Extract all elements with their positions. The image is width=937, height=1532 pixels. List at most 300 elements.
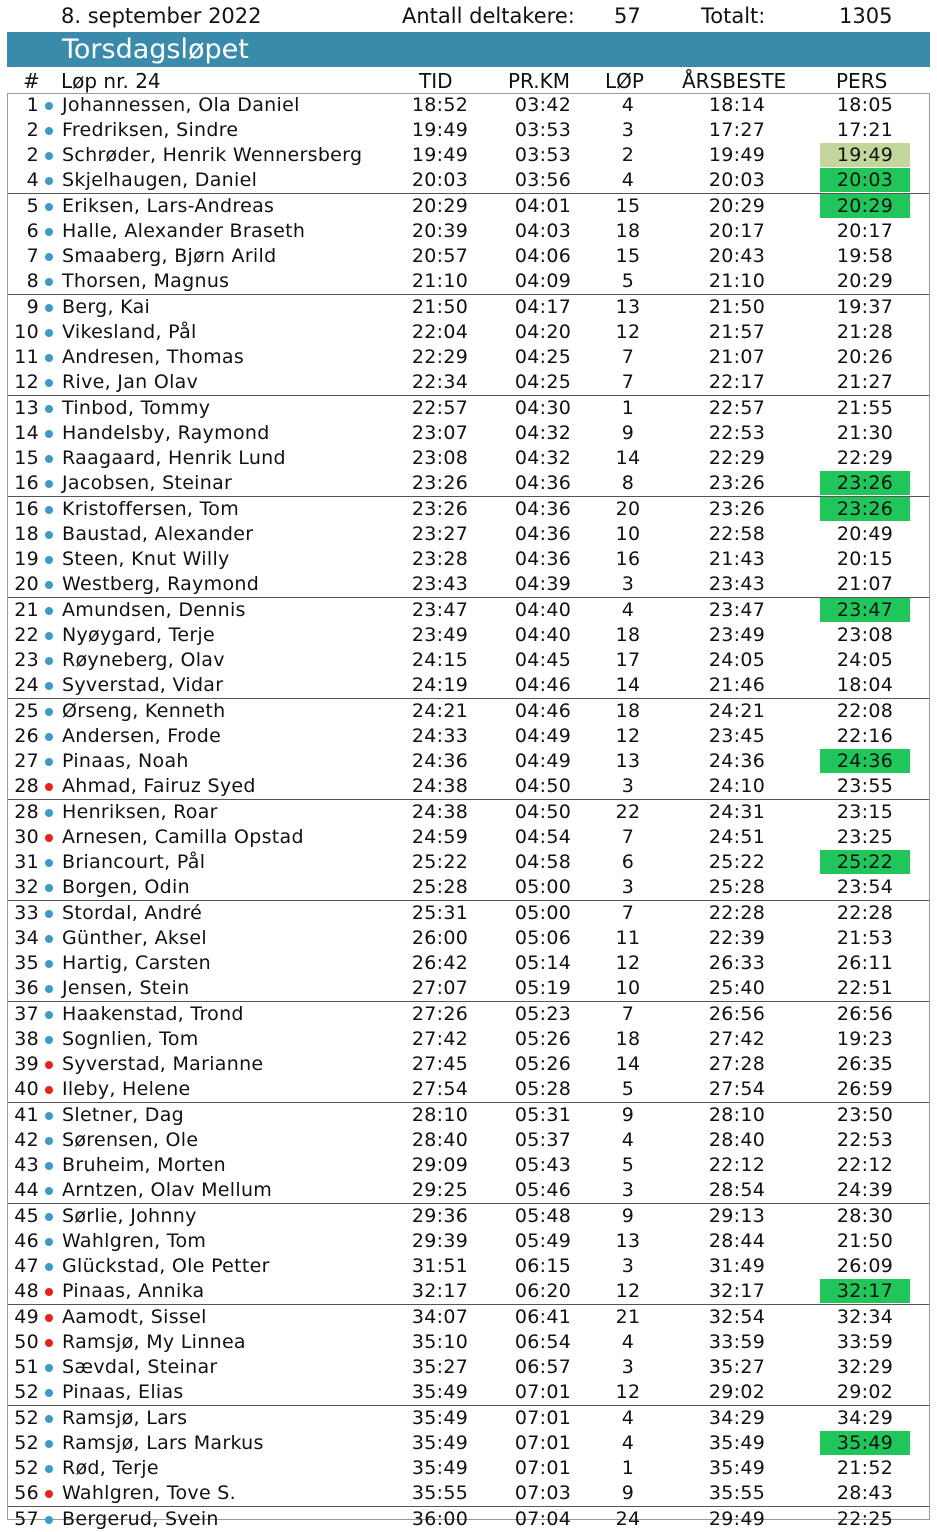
personal-best-value: 21:07 (836, 573, 894, 595)
pace-cell: 03:42 (514, 94, 572, 116)
total-label: Totalt: (701, 4, 766, 28)
rank-cell: 41 (14, 1104, 39, 1126)
name-cell: Aamodt, Sissel (62, 1306, 207, 1328)
table-row (8, 1380, 929, 1405)
personal-best-cell (820, 370, 910, 394)
rank-cell: 28 (14, 775, 39, 797)
table-row (8, 749, 929, 774)
table-row (8, 926, 929, 951)
personal-best-value: 22:12 (836, 1154, 894, 1176)
table-row (8, 850, 929, 875)
name-cell: Syverstad, Vidar (62, 674, 224, 696)
name-cell: Baustad, Alexander (62, 523, 254, 545)
personal-best-cell (820, 1330, 910, 1354)
personal-best-value: 26:59 (836, 1078, 894, 1100)
personal-best-value: 21:53 (836, 927, 894, 949)
runs-cell: 12 (615, 952, 641, 974)
personal-best-value: 23:47 (836, 599, 894, 621)
personal-best-value: 20:29 (836, 195, 894, 217)
gender-dot-icon (45, 1187, 53, 1195)
personal-best-cell (820, 673, 910, 697)
personal-best-cell (820, 446, 910, 470)
personal-best-cell (820, 1204, 910, 1228)
table-row (8, 1229, 929, 1254)
time-cell: 19:49 (411, 144, 469, 166)
personal-best-value: 24:05 (836, 649, 894, 671)
season-best-cell: 26:56 (708, 1003, 766, 1025)
time-cell: 35:49 (411, 1381, 469, 1403)
personal-best-cell (820, 976, 910, 1000)
personal-best-value: 23:25 (836, 826, 894, 848)
time-cell: 35:49 (411, 1432, 469, 1454)
col-runs-header: LØP (605, 69, 644, 93)
season-best-cell: 35:27 (708, 1356, 766, 1378)
personal-best-value: 19:37 (836, 296, 894, 318)
table-row (8, 597, 929, 623)
col-time-header: TID (419, 69, 453, 93)
table-row (8, 1077, 929, 1102)
rank-cell: 47 (14, 1255, 39, 1277)
table-row (8, 673, 929, 698)
gender-dot-icon (45, 632, 53, 640)
table-row (8, 244, 929, 269)
time-cell: 20:29 (411, 195, 469, 217)
table-row (8, 1254, 929, 1279)
runs-cell: 7 (621, 902, 635, 924)
rank-cell: 52 (14, 1381, 39, 1403)
personal-best-value: 22:29 (836, 447, 894, 469)
table-row (8, 572, 929, 597)
pace-cell: 03:56 (514, 169, 572, 191)
table-row (8, 1405, 929, 1431)
time-cell: 25:31 (411, 902, 469, 924)
personal-best-cell (820, 1229, 910, 1253)
time-cell: 23:28 (411, 548, 469, 570)
rank-cell: 4 (26, 169, 39, 191)
personal-best-value: 23:15 (836, 801, 894, 823)
personal-best-cell (820, 1052, 910, 1076)
table-row (8, 446, 929, 471)
table-row (8, 421, 929, 446)
pace-cell: 04:30 (514, 397, 572, 419)
personal-best-value: 20:17 (836, 220, 894, 242)
rank-cell: 42 (14, 1129, 39, 1151)
gender-dot-icon (45, 910, 53, 918)
season-best-cell: 20:17 (708, 220, 766, 242)
gender-dot-icon (45, 960, 53, 968)
time-cell: 24:59 (411, 826, 469, 848)
pace-cell: 04:06 (514, 245, 572, 267)
name-cell: Pinaas, Elias (62, 1381, 184, 1403)
personal-best-cell (820, 1002, 910, 1026)
gender-dot-icon (45, 379, 53, 387)
pace-cell: 05:46 (514, 1179, 572, 1201)
personal-best-value: 29:02 (836, 1381, 894, 1403)
participants-label: Antall deltakere: (402, 4, 575, 28)
name-cell: Pinaas, Annika (62, 1280, 205, 1302)
personal-best-cell (820, 926, 910, 950)
personal-best-value: 19:23 (836, 1028, 894, 1050)
rank-cell: 20 (14, 573, 39, 595)
runs-cell: 15 (615, 245, 641, 267)
pace-cell: 05:37 (514, 1129, 572, 1151)
time-cell: 22:34 (411, 371, 469, 393)
season-best-cell: 22:28 (708, 902, 766, 924)
gender-dot-icon (45, 1516, 53, 1524)
rank-cell: 34 (14, 927, 39, 949)
personal-best-cell (820, 749, 910, 773)
personal-best-value: 21:30 (836, 422, 894, 444)
season-best-cell: 28:10 (708, 1104, 766, 1126)
personal-best-value: 34:29 (836, 1407, 894, 1429)
personal-best-cell (820, 1355, 910, 1379)
time-cell: 29:39 (411, 1230, 469, 1252)
personal-best-cell (820, 774, 910, 798)
rank-cell: 49 (14, 1306, 39, 1328)
personal-best-cell (820, 244, 910, 268)
personal-best-cell (820, 269, 910, 293)
gender-dot-icon (45, 102, 53, 110)
gender-dot-icon (45, 1213, 53, 1221)
name-cell: Westberg, Raymond (62, 573, 260, 595)
name-cell: Ørseng, Kenneth (62, 700, 226, 722)
personal-best-value: 18:04 (836, 674, 894, 696)
pace-cell: 04:45 (514, 649, 572, 671)
name-cell: Schrøder, Henrik Wennersberg (62, 144, 363, 166)
personal-best-cell (820, 1178, 910, 1202)
time-cell: 35:49 (411, 1407, 469, 1429)
name-cell: Fredriksen, Sindre (62, 119, 239, 141)
rank-cell: 33 (14, 902, 39, 924)
runs-cell: 13 (615, 1230, 641, 1252)
runs-cell: 21 (615, 1306, 641, 1328)
time-cell: 24:21 (411, 700, 469, 722)
rank-cell: 57 (14, 1508, 39, 1530)
runs-cell: 16 (615, 548, 641, 570)
personal-best-cell (820, 901, 910, 925)
rank-cell: 32 (14, 876, 39, 898)
season-best-cell: 22:39 (708, 927, 766, 949)
personal-best-cell (820, 648, 910, 672)
gender-dot-icon (45, 405, 53, 413)
personal-best-cell (820, 396, 910, 420)
rank-cell: 13 (14, 397, 39, 419)
personal-best-value: 22:25 (836, 1508, 894, 1530)
runs-cell: 4 (621, 1407, 635, 1429)
personal-best-cell (820, 219, 910, 243)
personal-best-cell (820, 168, 910, 192)
name-cell: Henriksen, Roar (62, 801, 218, 823)
runs-cell: 12 (615, 725, 641, 747)
season-best-cell: 23:47 (708, 599, 766, 621)
runs-cell: 3 (621, 1255, 635, 1277)
season-best-cell: 35:49 (708, 1457, 766, 1479)
rank-cell: 52 (14, 1432, 39, 1454)
pace-cell: 05:19 (514, 977, 572, 999)
runs-cell: 13 (615, 750, 641, 772)
season-best-cell: 23:45 (708, 725, 766, 747)
gender-dot-icon (45, 758, 53, 766)
season-best-cell: 29:49 (708, 1508, 766, 1530)
name-cell: Ahmad, Fairuz Syed (62, 775, 256, 797)
pace-cell: 04:36 (514, 548, 572, 570)
runs-cell: 4 (621, 1129, 635, 1151)
season-best-cell: 31:49 (708, 1255, 766, 1277)
column-header-row (7, 67, 930, 94)
pace-cell: 04:32 (514, 422, 572, 444)
season-best-cell: 24:51 (708, 826, 766, 848)
pace-cell: 04:50 (514, 775, 572, 797)
personal-best-cell (820, 1456, 910, 1480)
runs-cell: 18 (615, 700, 641, 722)
table-row (8, 774, 929, 799)
total-count: 1305 (839, 4, 893, 28)
title-banner (7, 32, 930, 67)
name-cell: Jacobsen, Steinar (62, 472, 233, 494)
gender-dot-icon (45, 203, 53, 211)
rank-cell: 44 (14, 1179, 39, 1201)
season-best-cell: 25:22 (708, 851, 766, 873)
name-cell: Handelsby, Raymond (62, 422, 270, 444)
rank-cell: 16 (14, 498, 39, 520)
pace-cell: 06:57 (514, 1356, 572, 1378)
season-best-cell: 24:21 (708, 700, 766, 722)
gender-dot-icon (45, 177, 53, 185)
time-cell: 23:07 (411, 422, 469, 444)
summary-bar (0, 0, 937, 32)
table-row (8, 143, 929, 168)
name-cell: Hartig, Carsten (62, 952, 211, 974)
runs-cell: 13 (615, 296, 641, 318)
gender-dot-icon (45, 506, 53, 514)
personal-best-value: 19:49 (836, 144, 894, 166)
gender-dot-icon (45, 1263, 53, 1271)
pace-cell: 04:20 (514, 321, 572, 343)
runs-cell: 18 (615, 1028, 641, 1050)
personal-best-cell (820, 522, 910, 546)
personal-best-value: 18:05 (836, 94, 894, 116)
personal-best-cell (820, 1254, 910, 1278)
personal-best-value: 21:50 (836, 1230, 894, 1252)
season-best-cell: 21:50 (708, 296, 766, 318)
season-best-cell: 28:44 (708, 1230, 766, 1252)
season-best-cell: 24:36 (708, 750, 766, 772)
table-row (8, 799, 929, 825)
personal-best-cell (820, 800, 910, 824)
name-cell: Thorsen, Magnus (62, 270, 230, 292)
personal-best-value: 23:26 (836, 498, 894, 520)
season-best-cell: 34:29 (708, 1407, 766, 1429)
runs-cell: 1 (621, 1457, 635, 1479)
pace-cell: 05:23 (514, 1003, 572, 1025)
season-best-cell: 22:53 (708, 422, 766, 444)
name-cell: Arntzen, Olav Mellum (62, 1179, 273, 1201)
time-cell: 24:36 (411, 750, 469, 772)
table-row (8, 1052, 929, 1077)
table-row (8, 219, 929, 244)
time-cell: 26:00 (411, 927, 469, 949)
name-cell: Ramsjø, Lars (62, 1407, 188, 1429)
col-season-best-header: ÅRSBESTE (682, 69, 787, 93)
rank-cell: 50 (14, 1331, 39, 1353)
runs-cell: 1 (621, 397, 635, 419)
time-cell: 22:04 (411, 321, 469, 343)
gender-dot-icon (45, 278, 53, 286)
runs-cell: 7 (621, 826, 635, 848)
personal-best-value: 21:55 (836, 397, 894, 419)
time-cell: 23:08 (411, 447, 469, 469)
gender-dot-icon (45, 480, 53, 488)
runs-cell: 12 (615, 1381, 641, 1403)
table-row (8, 698, 929, 724)
personal-best-cell (820, 825, 910, 849)
season-best-cell: 18:14 (708, 94, 766, 116)
pace-cell: 06:15 (514, 1255, 572, 1277)
rank-cell: 46 (14, 1230, 39, 1252)
personal-best-value: 33:59 (836, 1331, 894, 1353)
runs-cell: 15 (615, 195, 641, 217)
time-cell: 23:43 (411, 573, 469, 595)
table-row (8, 1203, 929, 1229)
runs-cell: 18 (615, 220, 641, 242)
personal-best-value: 21:28 (836, 321, 894, 343)
time-cell: 28:10 (411, 1104, 469, 1126)
rank-cell: 11 (14, 346, 39, 368)
table-row (8, 1027, 929, 1052)
gender-dot-icon (45, 430, 53, 438)
gender-dot-icon (45, 531, 53, 539)
pace-cell: 07:03 (514, 1482, 572, 1504)
personal-best-value: 20:03 (836, 169, 894, 191)
rank-cell: 45 (14, 1205, 39, 1227)
page-title: Torsdagsløpet (62, 34, 249, 65)
season-best-cell: 32:54 (708, 1306, 766, 1328)
personal-best-value: 20:49 (836, 523, 894, 545)
table-row (8, 496, 929, 522)
personal-best-cell (820, 320, 910, 344)
personal-best-cell (820, 1128, 910, 1152)
table-row (8, 1128, 929, 1153)
season-best-cell: 22:17 (708, 371, 766, 393)
season-best-cell: 26:33 (708, 952, 766, 974)
time-cell: 27:42 (411, 1028, 469, 1050)
runs-cell: 7 (621, 1003, 635, 1025)
gender-dot-icon (45, 682, 53, 690)
rank-cell: 9 (26, 296, 39, 318)
pace-cell: 05:00 (514, 876, 572, 898)
runs-cell: 3 (621, 876, 635, 898)
gender-dot-icon (45, 1389, 53, 1397)
gender-dot-icon (45, 556, 53, 564)
rank-cell: 21 (14, 599, 39, 621)
name-cell: Raagaard, Henrik Lund (62, 447, 286, 469)
table-row (8, 471, 929, 496)
name-cell: Günther, Aksel (62, 927, 207, 949)
pace-cell: 05:14 (514, 952, 572, 974)
personal-best-cell (820, 1027, 910, 1051)
season-best-cell: 22:29 (708, 447, 766, 469)
gender-dot-icon (45, 607, 53, 615)
personal-best-value: 20:29 (836, 270, 894, 292)
runs-cell: 3 (621, 119, 635, 141)
name-cell: Wahlgren, Tove S. (62, 1482, 236, 1504)
personal-best-cell (820, 345, 910, 369)
time-cell: 23:47 (411, 599, 469, 621)
season-best-cell: 21:10 (708, 270, 766, 292)
pace-cell: 04:49 (514, 725, 572, 747)
runs-cell: 4 (621, 1331, 635, 1353)
rank-cell: 14 (14, 422, 39, 444)
gender-dot-icon (45, 329, 53, 337)
personal-best-cell (820, 1305, 910, 1329)
personal-best-cell (820, 143, 910, 167)
personal-best-cell (820, 875, 910, 899)
name-cell: Wahlgren, Tom (62, 1230, 207, 1252)
name-cell: Sævdal, Steinar (62, 1356, 218, 1378)
runs-cell: 14 (615, 674, 641, 696)
personal-best-cell (820, 623, 910, 647)
season-best-cell: 28:54 (708, 1179, 766, 1201)
rank-cell: 40 (14, 1078, 39, 1100)
name-cell: Berg, Kai (62, 296, 151, 318)
season-best-cell: 29:02 (708, 1381, 766, 1403)
table-row (8, 522, 929, 547)
season-best-cell: 35:55 (708, 1482, 766, 1504)
season-best-cell: 25:40 (708, 977, 766, 999)
results-table (7, 93, 930, 1530)
rank-cell: 1 (26, 94, 39, 116)
runs-cell: 7 (621, 371, 635, 393)
personal-best-value: 22:53 (836, 1129, 894, 1151)
runs-cell: 7 (621, 346, 635, 368)
time-cell: 35:10 (411, 1331, 469, 1353)
name-cell: Sletner, Dag (62, 1104, 185, 1126)
name-cell: Briancourt, Pål (62, 851, 206, 873)
season-best-cell: 28:40 (708, 1129, 766, 1151)
table-row (8, 1102, 929, 1128)
season-best-cell: 27:54 (708, 1078, 766, 1100)
pace-cell: 06:54 (514, 1331, 572, 1353)
name-cell: Jensen, Stein (62, 977, 190, 999)
personal-best-cell (820, 421, 910, 445)
table-row (8, 118, 929, 143)
personal-best-value: 22:08 (836, 700, 894, 722)
personal-best-cell (820, 93, 910, 117)
pace-cell: 04:49 (514, 750, 572, 772)
table-row (8, 1431, 929, 1456)
personal-best-value: 21:52 (836, 1457, 894, 1479)
rank-cell: 39 (14, 1053, 39, 1075)
table-row (8, 1304, 929, 1330)
name-cell: Sørlie, Johnny (62, 1205, 197, 1227)
pace-cell: 07:01 (514, 1432, 572, 1454)
season-best-cell: 24:31 (708, 801, 766, 823)
pace-cell: 05:49 (514, 1230, 572, 1252)
runs-cell: 5 (621, 1078, 635, 1100)
gender-dot-icon (45, 1061, 53, 1069)
rank-cell: 2 (26, 144, 39, 166)
name-cell: Syverstad, Marianne (62, 1053, 264, 1075)
time-cell: 24:33 (411, 725, 469, 747)
personal-best-value: 19:58 (836, 245, 894, 267)
season-best-cell: 23:43 (708, 573, 766, 595)
name-cell: Bruheim, Morten (62, 1154, 226, 1176)
time-cell: 26:42 (411, 952, 469, 974)
time-cell: 23:26 (411, 472, 469, 494)
gender-dot-icon (45, 1162, 53, 1170)
personal-best-value: 23:54 (836, 876, 894, 898)
name-cell: Rød, Terje (62, 1457, 159, 1479)
